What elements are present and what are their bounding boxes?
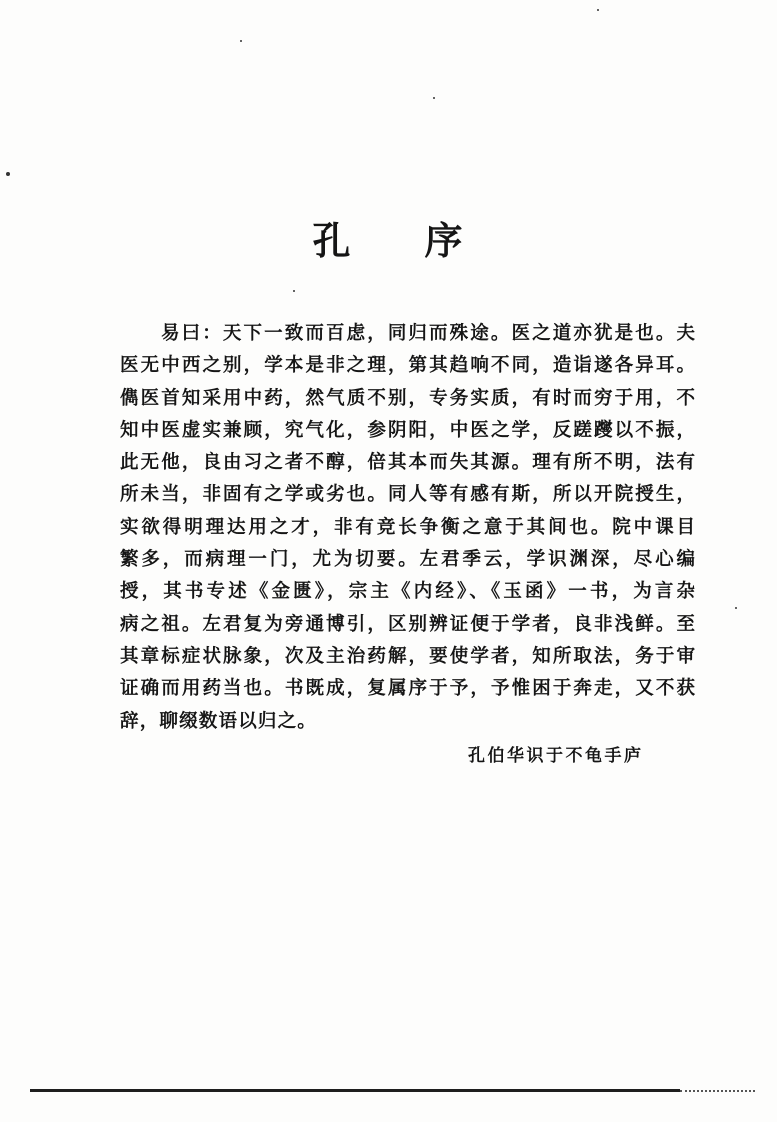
title-char-2: 序 [424,218,465,263]
text-line: 辞，聊缀数语以归之。 [120,710,318,732]
text-line: 此无他，良由习之者不醇，倍其本而失其源。理有所不明，法有 [120,452,695,474]
scan-speck [597,9,599,11]
title-char-1: 孔 [312,218,353,263]
text-line: 儁医首知采用中药，然气质不别，专务实质，有时而穷于用，不 [120,387,695,409]
text-line: 证确而用药当也。书既成，复属序于予，予惟困于奔走，又不获 [120,678,695,700]
scan-speck [433,97,435,99]
scan-speck [240,40,242,42]
text-line: 其章标症状脉象，次及主治药解，要使学者，知所取法，务于审 [120,645,695,667]
text-line: 所未当，非固有之学或劣也。同人等有感有斯，所以开院授生， [120,484,695,506]
bottom-rule [30,1089,680,1092]
scan-speck [6,172,10,176]
text-line: 知中医虚实兼顾，究气化，参阴阳，中医之学，反蹉躞以不振， [120,419,695,441]
text-line: 实欲得明理达用之才，非有竞长争衡之意于其间也。院中课目 [120,516,695,538]
author-signature: 孔伯华识于不龟手庐 [468,746,644,766]
preface-body [120,318,695,738]
text-line: 病之祖。左君复为旁通博引，区别辨证便于学者，良非浅鲜。至 [120,613,695,635]
scan-speck [735,607,737,609]
text-line: 医无中西之别，学本是非之理，第其趋响不同，造诣遂各异耳。 [120,355,695,377]
text-line: 授，其书专述《金匮》，宗主《内经》、《玉函》一书，为言杂 [120,581,695,603]
text-line: 繁多，而病理一门，尤为切要。左君季云，学识渊深，尽心编 [120,549,695,571]
page-title [0,210,777,265]
scan-speck [293,290,295,292]
text-line: 易曰：天下一致而百虑，同归而殊途。医之道亦犹是也。夫 [161,323,695,344]
bottom-rule-dotted [680,1090,755,1092]
